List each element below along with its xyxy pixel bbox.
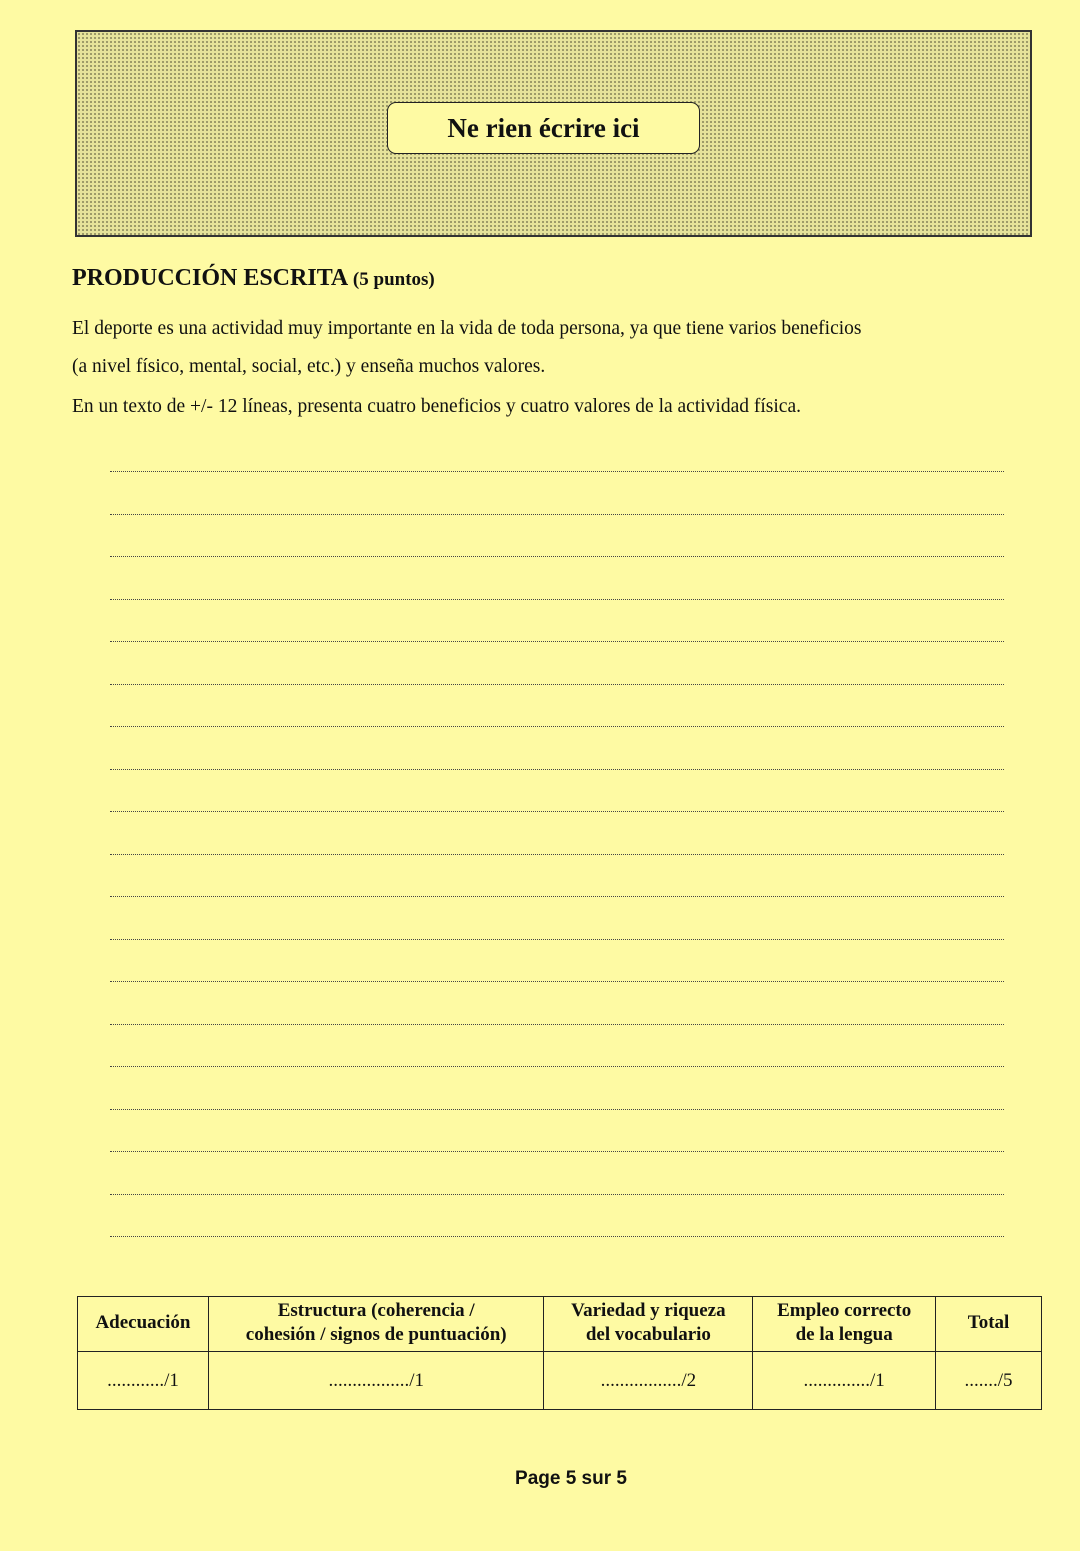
rubric-header-adecuacion (78, 1297, 209, 1352)
rubric-header-text: cohesión / signos de puntuación) (245, 1324, 507, 1345)
answer-line[interactable] (110, 556, 1004, 557)
no-write-label: Ne rien écrire ici (387, 102, 700, 154)
answer-line[interactable] (110, 599, 1004, 600)
rubric-header-empleo (753, 1297, 936, 1352)
answer-line[interactable] (110, 641, 1004, 642)
rubric-header-variedad (544, 1297, 753, 1352)
rubric-score-row (78, 1352, 1042, 1410)
page-number: Page 5 sur 5 (515, 1468, 627, 1489)
grading-rubric (77, 1296, 1042, 1410)
answer-line[interactable] (110, 1024, 1004, 1025)
score-empleo: ............../1 (753, 1352, 936, 1410)
rubric-header-text: Empleo correcto (777, 1300, 912, 1321)
answer-line[interactable] (110, 514, 1004, 515)
answer-line[interactable] (110, 896, 1004, 897)
score-total: ......./5 (936, 1352, 1042, 1410)
answer-line[interactable] (110, 1236, 1004, 1237)
answer-line[interactable] (110, 1109, 1004, 1110)
answer-line[interactable] (110, 471, 1004, 472)
answer-line[interactable] (110, 854, 1004, 855)
prompt-line-1: El deporte es una actividad muy importante en la vida de toda persona, ya que tiene varios beneficios (72, 318, 862, 339)
answer-line[interactable] (110, 1151, 1004, 1152)
rubric-header-text: Total (967, 1312, 1010, 1333)
rubric-header-text: Variedad y riqueza (571, 1300, 726, 1321)
score-estructura: ................./1 (208, 1352, 544, 1410)
rubric-header-row (78, 1297, 1042, 1352)
answer-line[interactable] (110, 811, 1004, 812)
rubric-header-text: del vocabulario (585, 1324, 711, 1345)
answer-line[interactable] (110, 769, 1004, 770)
answer-area[interactable] (110, 471, 1004, 1279)
answer-line[interactable] (110, 1066, 1004, 1067)
no-write-area (75, 30, 1032, 237)
answer-line[interactable] (110, 684, 1004, 685)
rubric-header-text: Adecuación (95, 1312, 191, 1333)
section-title (72, 265, 435, 292)
section-points: (5 puntos) (352, 269, 435, 290)
rubric-header-estructura (208, 1297, 544, 1352)
answer-line[interactable] (110, 726, 1004, 727)
score-adecuacion: ............/1 (78, 1352, 209, 1410)
answer-line[interactable] (110, 981, 1004, 982)
prompt-line-3: En un texto de +/- 12 líneas, presenta cuatro beneficios y cuatro valores de la actividad física. (72, 396, 801, 417)
section-title-text: PRODUCCIÓN ESCRITA (72, 265, 347, 291)
rubric-header-text: Estructura (coherencia / (277, 1300, 475, 1321)
rubric-header-total (936, 1297, 1042, 1352)
prompt-line-2: (a nivel físico, mental, social, etc.) y enseña muchos valores. (72, 356, 546, 377)
answer-line[interactable] (110, 939, 1004, 940)
answer-line[interactable] (110, 1194, 1004, 1195)
rubric-header-text: de la lengua (795, 1324, 893, 1345)
score-variedad: ................./2 (544, 1352, 753, 1410)
